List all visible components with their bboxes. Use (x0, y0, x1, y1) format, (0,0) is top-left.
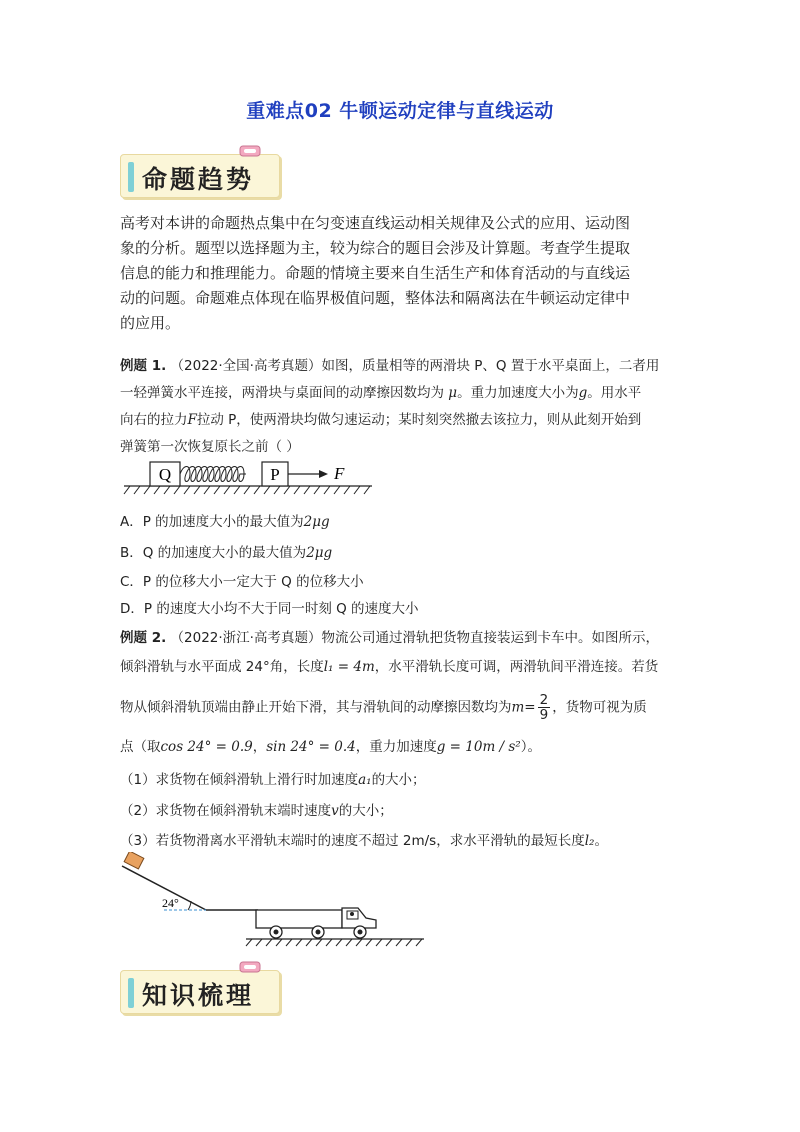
section-banner-trend (120, 150, 280, 200)
paper-clip-icon (238, 960, 262, 976)
intro-line: 动的问题。命题难点体现在临界极值问题，整体法和隔离法在牛顿运动定律中 (120, 289, 631, 307)
mu-symbol: μ (448, 385, 458, 401)
spring (180, 467, 246, 482)
question-2: （2）求货物在倾斜滑轨末端时速度v的大小； (120, 803, 393, 819)
block-p-label: P (270, 465, 280, 484)
ground-hatching (124, 486, 370, 494)
option-d: D．P 的速度大小均不大于同一时刻 Q 的速度大小 (120, 601, 419, 617)
g-symbol: g (578, 385, 588, 401)
question-3: （3）若货物滑离水平滑轨末端时的速度不超过 2m/s，求水平滑轨的最短长度l₂。 (120, 833, 608, 849)
example1-line4: 弹簧第一次恢复原长之前（ ） (120, 439, 300, 455)
example1-line3: 向右的拉力F拉动 P，使两滑块均做匀速运动；某时刻突然撤去该拉力，则从此刻开始到 (120, 412, 642, 428)
mu-fraction: $\frac{2}{9}$ (539, 692, 549, 723)
length-l1: l₁ = 4m (323, 659, 375, 675)
angle-arc (188, 901, 191, 910)
example2-line2: 倾斜滑轨与水平面成 24°角，长度l₁ = 4m，水平滑轨长度可调，两滑轨间平滑连接。若货 (120, 659, 659, 675)
example2-line3: 物从倾斜滑轨顶端由静止开始下滑，其与滑轨间的动摩擦因数均为m= $\frac{2}{9}$ ，货物可视为质 (120, 692, 647, 723)
truck-icon (256, 908, 376, 938)
example2-line4: 点（取cos 24° = 0.9，sin 24° = 0.4，重力加速度g = 10m / s²）。 (120, 739, 541, 755)
force-symbol: F (187, 412, 197, 428)
example-label: 例题 1. (120, 358, 167, 374)
option-c: C．P 的位移大小一定大于 Q 的位移大小 (120, 574, 364, 590)
intro-line: 的应用。 (120, 314, 181, 332)
block-q-label: Q (158, 465, 172, 484)
option-b: B．Q 的加速度大小的最大值为2μg (120, 545, 333, 561)
example-source: （2022·全国·高考真题） (170, 358, 322, 374)
paper-clip-icon (238, 144, 262, 160)
section-banner-knowledge (120, 966, 280, 1016)
slide-truck-figure (118, 852, 428, 948)
intro-line: 信息的能力和推理能力。命题的情境主要来自生活生产和体育活动的与直线运 (120, 264, 631, 282)
example2-line1: 例题 2. （2022·浙江·高考真题）物流公司通过滑轨把货物直接装运到卡车中。如图所示， (120, 630, 659, 646)
cargo-box (124, 852, 144, 869)
angle-label: 24° (162, 896, 179, 910)
example1-line2: 一轻弹簧水平连接，两滑块与桌面间的动摩擦因数均为 μ。重力加速度大小为g。用水平 (120, 385, 642, 401)
intro-paragraph (120, 211, 680, 336)
force-arrowhead (319, 470, 328, 478)
example1-line1: 例题 1. （2022·全国·高考真题）如图，质量相等的两滑块 P、Q 置于水平桌面上，二者用 (120, 358, 660, 374)
force-label: F (334, 464, 345, 483)
intro-line: 高考对本讲的命题热点集中在匀变速直线运动相关规律及公式的应用、运动图 (120, 214, 631, 232)
section-heading: 命题趋势 (142, 165, 255, 194)
example-source: （2022·浙江·高考真题） (170, 630, 322, 646)
road-hatching (246, 939, 422, 946)
section-heading: 知识梳理 (142, 981, 255, 1010)
example-label: 例题 2. (120, 630, 167, 646)
spring-blocks-figure (122, 458, 374, 496)
page-title: 重难点02 牛顿运动定律与直线运动 (246, 100, 554, 122)
question-1: （1）求货物在倾斜滑轨上滑行时加速度a₁的大小； (120, 772, 426, 788)
intro-line: 象的分析。题型以选择题为主，较为综合的题目会涉及计算题。考查学生提取 (120, 239, 631, 257)
option-a: A．P 的加速度大小的最大值为2μg (120, 514, 330, 530)
